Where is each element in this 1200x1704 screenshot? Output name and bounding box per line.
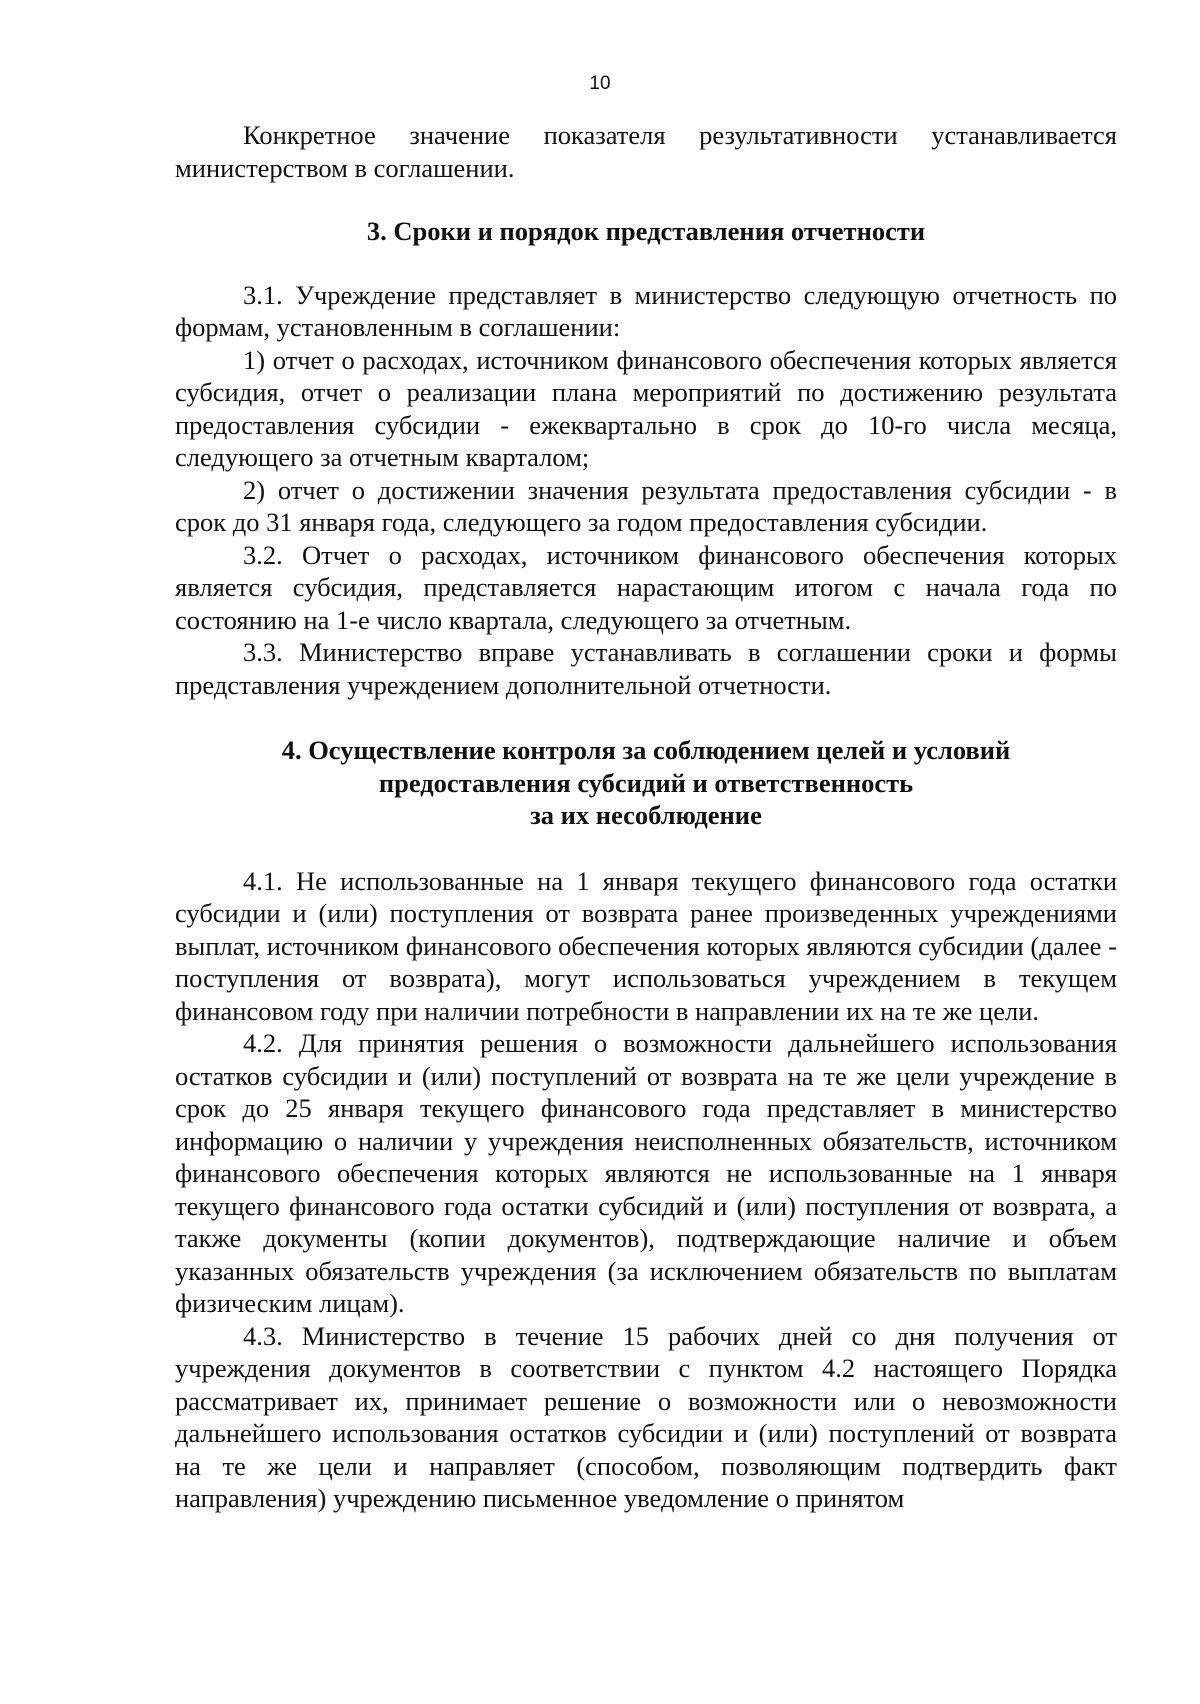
section-4-heading: [175, 734, 1117, 832]
paragraph-4-1: 4.1. Не использованные на 1 января текущего финансового года остатки субсидии и (или) поступления от возврата ранее произведенных учреждениями выплат, источником финансового обеспечения которых являются субсидии (далее - поступления от возврата), могут использоваться учреждением в текущем финансовом году при наличии потребности в направлении их на те же цели.: [175, 865, 1117, 1026]
section-3-heading: 3. Сроки и порядок представления отчетности: [366, 216, 926, 246]
page-number: 10: [589, 73, 611, 94]
paragraph-3-1: 3.1. Учреждение представляет в министерство следующую отчетность по формам, установленным в соглашении:: [175, 279, 1117, 342]
section-4-heading-line: за их несоблюдение: [530, 800, 762, 830]
paragraph-3-2: 3.2. Отчет о расходах, источником финансового обеспечения которых является субсидия, представляется нарастающим итогом с начала года по состоянию на 1-е число квартала, следующего за отчетным.: [175, 539, 1117, 635]
paragraph-4-2: 4.2. Для принятия решения о возможности дальнейшего использования остатков субсидии и (или) поступлений от возврата на те же цели учреждение в срок до 25 января текущего финансового года представляет в министерство информацию о наличии у учреждения неисполненных обязательств, источником финансового обеспечения которых являются не использованные на 1 января текущего финансового года остатки субсидий и (или) поступления от возврата, а также документы (копии документов), подтверждающие наличие и объем указанных обязательств учреждения (за исключением обязательств по выплатам физическим лицам).: [175, 1028, 1117, 1318]
section-4-heading-line: предоставления субсидий и ответственность: [378, 767, 914, 798]
document-body: [175, 119, 1117, 1515]
paragraph-3-1-item-2: 2) отчет о достижении значения результата предоставления субсидии - в срок до 31 января года, следующего за годом предоставления субсидии.: [175, 474, 1117, 537]
paragraph-3-3: 3.3. Министерство вправе устанавливать в соглашении сроки и формы представления учреждением дополнительной отчетности.: [175, 637, 1117, 700]
intro-paragraph: Конкретное значение показателя результативности устанавливается министерством в соглашении.: [175, 120, 1117, 183]
section-4-heading-line: 4. Осуществление контроля за соблюдением целей и условий: [281, 735, 1011, 765]
paragraph-4-3: 4.3. Министерство в течение 15 рабочих дней со дня получения от учреждения документов в соответствии с пунктом 4.2 настоящего Порядка рассматривает их, принимает решение о возможности или о невозможности дальнейшего использования остатков субсидии и (или) поступлений от возврата на те же цели и направляет (способом, позволяющим подтвердить факт направления) учреждению письменное уведомление о принятом: [175, 1320, 1117, 1513]
paragraph-3-1-item-1: 1) отчет о расходах, источником финансового обеспечения которых является субсидия, отчет о реализации плана мероприятий по достижению результата предоставления субсидии - ежеквартально в срок до 10-го числа месяца, следующего за отчетным кварталом;: [175, 344, 1117, 472]
